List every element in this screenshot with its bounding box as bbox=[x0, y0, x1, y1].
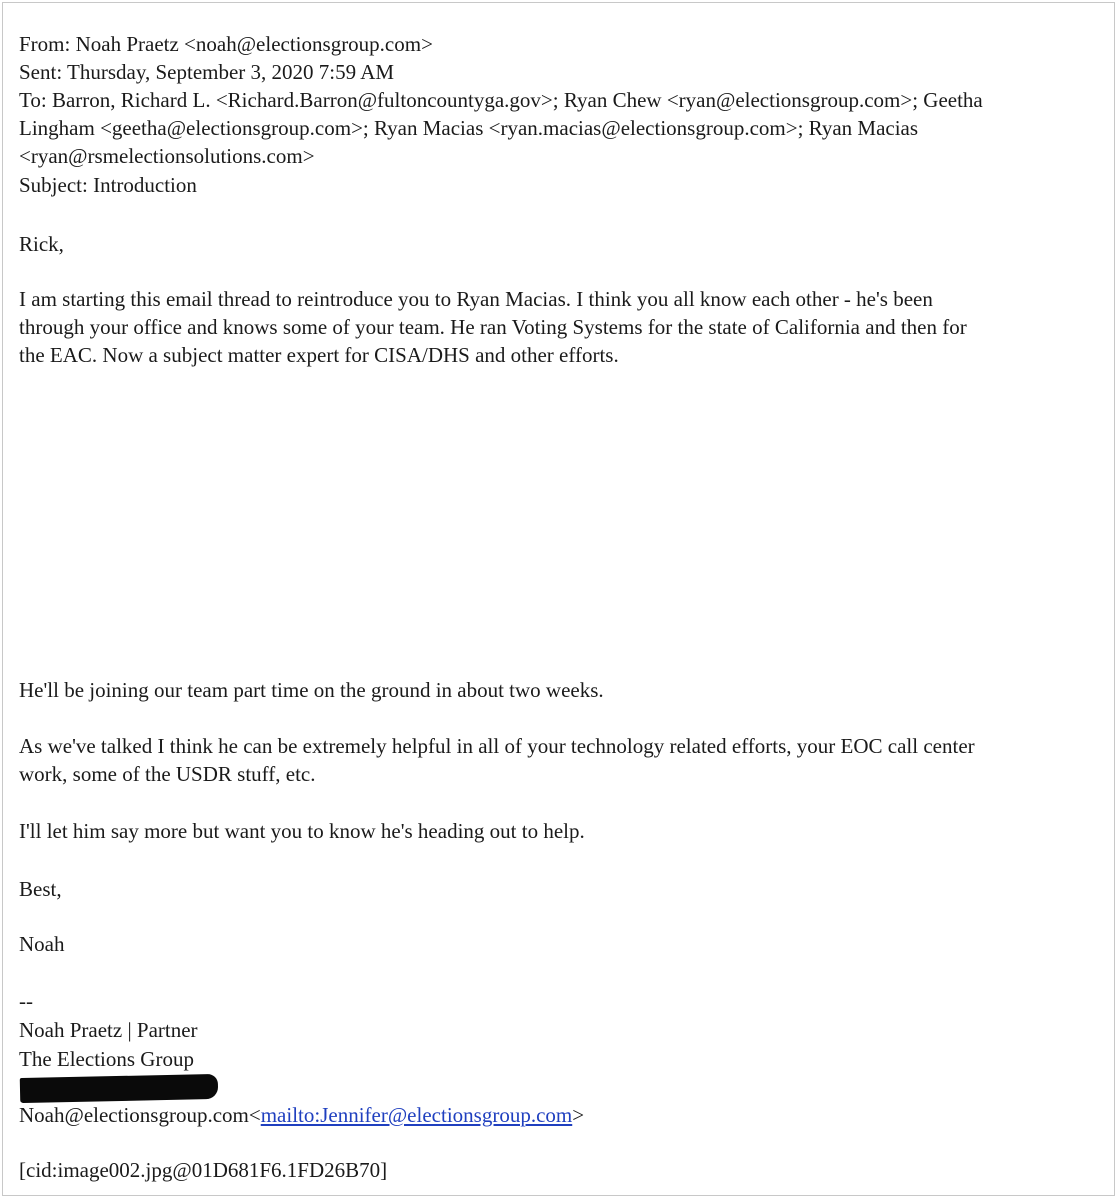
signature-organization: The Elections Group bbox=[19, 1047, 194, 1071]
paragraph-2: He'll be joining our team part time on the ground in about two weeks. bbox=[19, 678, 604, 702]
signature-separator: -- bbox=[19, 989, 33, 1013]
mailto-close-bracket: > bbox=[572, 1103, 585, 1127]
sent-line: Sent: Thursday, September 3, 2020 7:59 AM bbox=[19, 60, 395, 84]
redaction-bar bbox=[20, 1074, 218, 1103]
paragraph-3-line-1: As we've talked I think he can be extremely helpful in all of your technology related efforts, your EOC call center bbox=[19, 734, 975, 758]
greeting: Rick, bbox=[19, 232, 64, 256]
to-line-2: Lingham <geetha@electionsgroup.com>; Ryan Macias <ryan.macias@electionsgroup.com>; Ryan Macias bbox=[19, 116, 919, 140]
paragraph-1-line-2: through your office and knows some of your team. He ran Voting Systems for the state of California and then for bbox=[19, 315, 967, 339]
signature-name-title: Noah Praetz | Partner bbox=[19, 1018, 198, 1042]
mailto-link[interactable]: mailto:Jennifer@electionsgroup.com bbox=[260, 1103, 573, 1127]
signature-email: Noah@electionsgroup.com bbox=[19, 1103, 249, 1127]
to-line-1: To: Barron, Richard L. <Richard.Barron@fultoncountyga.gov>; Ryan Chew <ryan@electionsgroup.com>; Geetha bbox=[19, 88, 983, 112]
from-line: From: Noah Praetz <noah@electionsgroup.com> bbox=[19, 32, 433, 56]
sign-name: Noah bbox=[19, 932, 65, 956]
image-reference: [cid:image002.jpg@01D681F6.1FD26B70] bbox=[19, 1158, 388, 1182]
paragraph-1-line-3: the EAC. Now a subject matter expert for CISA/DHS and other efforts. bbox=[19, 343, 619, 367]
signature-email-line bbox=[19, 1101, 584, 1130]
paragraph-3-line-2: work, some of the USDR stuff, etc. bbox=[19, 762, 316, 786]
subject-line: Subject: Introduction bbox=[19, 173, 197, 197]
closing: Best, bbox=[19, 877, 62, 901]
paragraph-4: I'll let him say more but want you to know he's heading out to help. bbox=[19, 819, 585, 843]
mailto-open-bracket: < bbox=[248, 1103, 261, 1127]
to-line-3: <ryan@rsmelectionsolutions.com> bbox=[19, 144, 315, 168]
paragraph-1-line-1: I am starting this email thread to reintroduce you to Ryan Macias. I think you all know each other - he's been bbox=[19, 287, 933, 311]
